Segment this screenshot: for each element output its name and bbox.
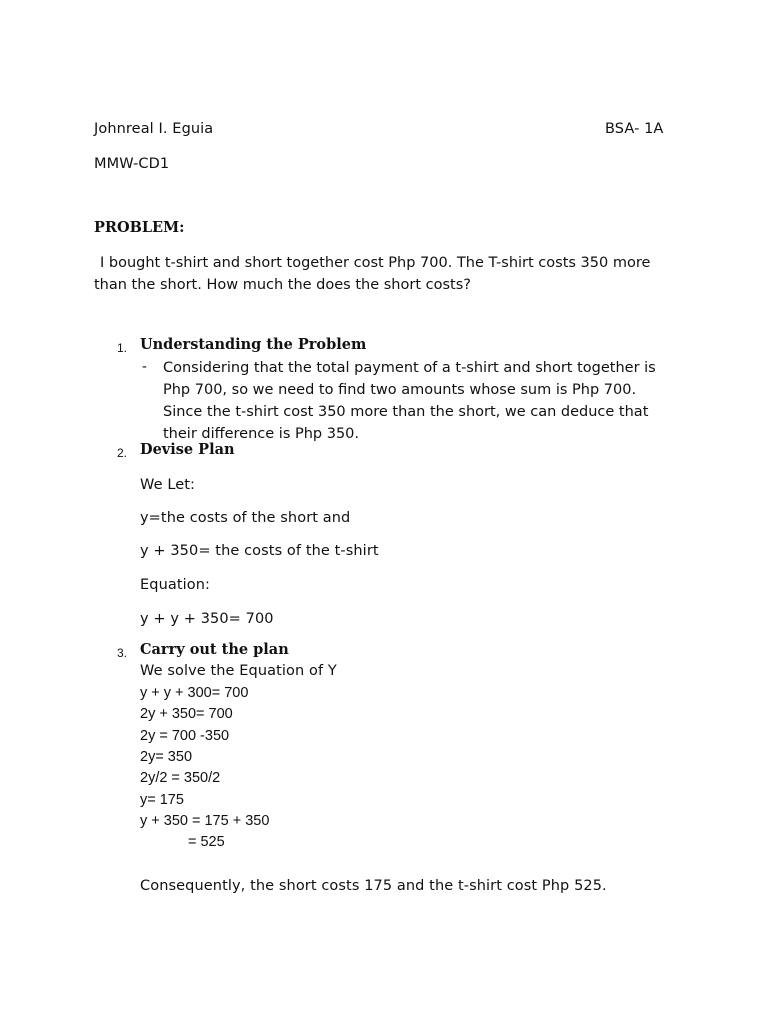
step-3-title: Carry out the plan <box>140 641 289 658</box>
step-1-dash: - <box>142 359 147 375</box>
problem-heading: PROBLEM: <box>94 219 185 236</box>
step-3-line: 2y/2 = 350/2 <box>140 770 221 786</box>
step-3-line: We solve the Equation of Y <box>140 663 337 679</box>
step-3-line: y= 175 <box>140 792 184 808</box>
step-3-line: 2y + 350= 700 <box>140 706 233 722</box>
step-2-line: We Let: <box>140 477 196 493</box>
step-2-number: 2. <box>117 446 128 460</box>
step-1-text: Considering that the total payment of a t-shirt and short together is Php 700, so we need to find two amounts whose sum is Php 700. Since the t-shirt cost 350 more than the short, we can deduce that their difference is Php 350. <box>163 360 656 442</box>
problem-text: I bought t-shirt and short together cost Php 700. The T-shirt costs 350 more than the short. How much the does the short costs? <box>94 255 651 293</box>
step-2-line: y=the costs of the short and <box>140 510 351 526</box>
step-3-result: = 525 <box>188 834 225 850</box>
step-3-line: y + 350 = 175 + 350 <box>140 813 270 829</box>
step-3-line: y + y + 300= 700 <box>140 685 249 701</box>
step-2-title: Devise Plan <box>140 441 235 458</box>
step-2-line: Equation: <box>140 577 211 593</box>
step-1-title: Understanding the Problem <box>140 336 367 353</box>
step-3-line: 2y = 700 -350 <box>140 728 230 744</box>
step-2-line: y + 350= the costs of the t-shirt <box>140 543 379 559</box>
author-name: Johnreal I. Eguia <box>94 121 214 137</box>
step-2-equation: y + y + 350= 700 <box>140 611 274 627</box>
course-code: MMW-CD1 <box>94 156 170 172</box>
step-3-number: 3. <box>117 646 128 660</box>
section-label: BSA- 1A <box>605 121 664 137</box>
conclusion-text: Consequently, the short costs 175 and the t-shirt cost Php 525. <box>140 878 607 894</box>
step-1-number: 1. <box>117 341 128 355</box>
step-3-line: 2y= 350 <box>140 749 193 765</box>
